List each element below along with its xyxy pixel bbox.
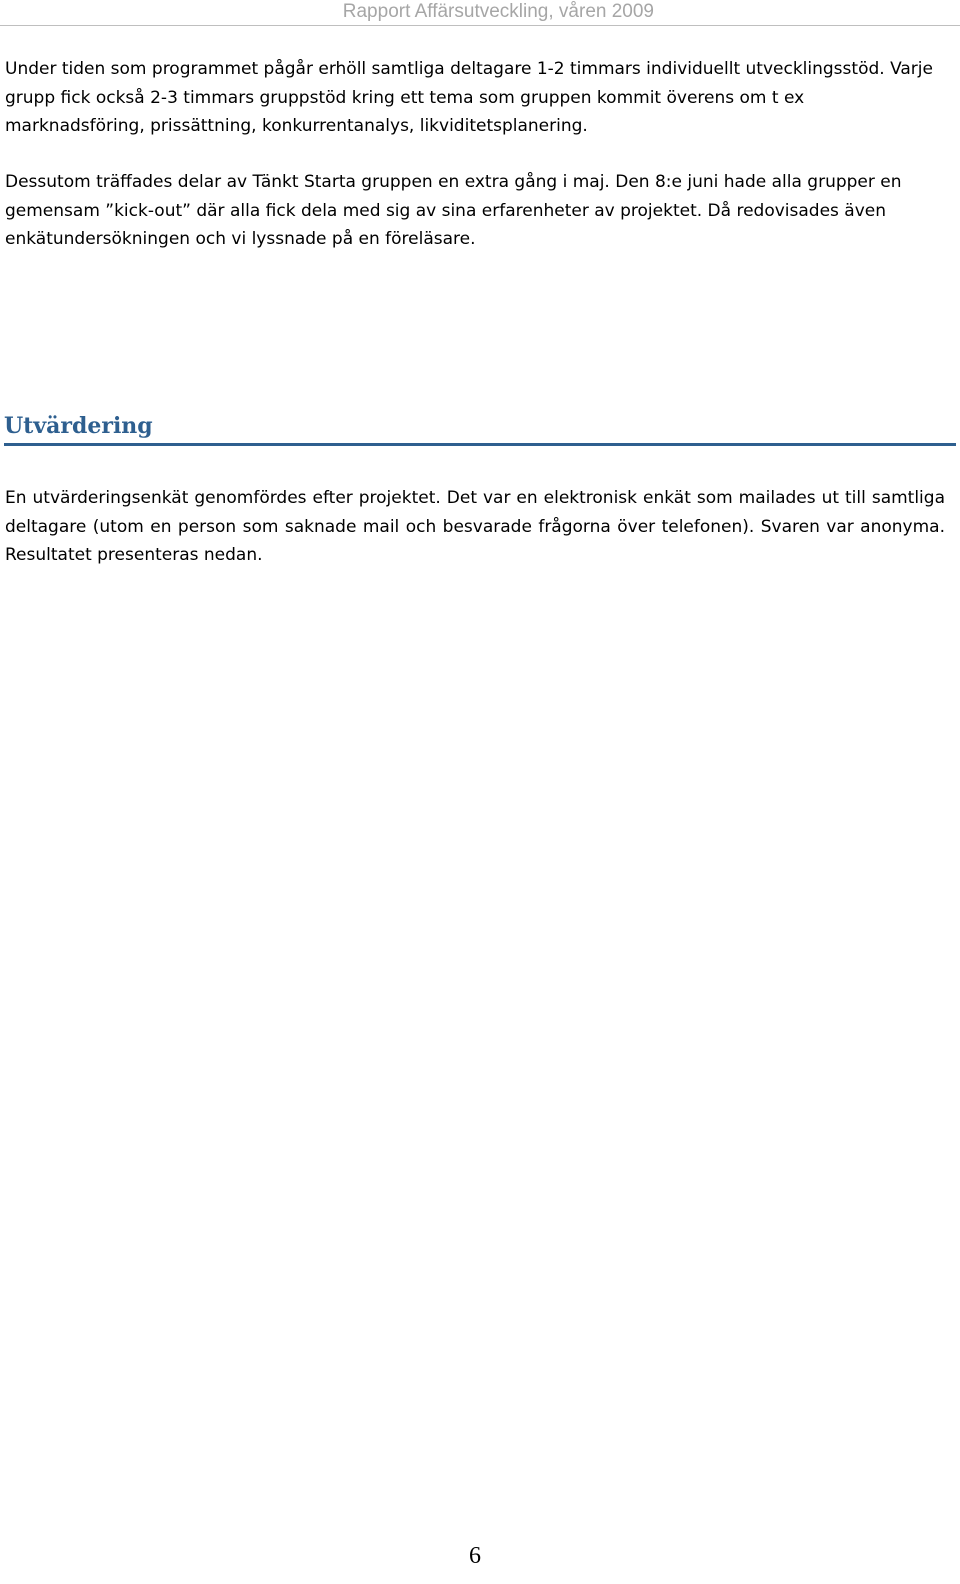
body-paragraph-kickout: Dessutom träffades delar av Tänkt Starta gruppen en extra gång i maj. Den 8:e juni hade alla grupper en gemensam ”kick-out” där alla fick dela med sig av sina erfarenheter av projektet. Då redovisades även enkätundersökningen och vi lyssnade på en föreläsare. (5, 172, 902, 249)
body-paragraph-survey: En utvärderingsenkät genomfördes efter projektet. Det var en elektronisk enkät som mailades ut till samtliga deltagare (utom en person som saknade mail och besvarade frågorna över telefonen). Svaren var anonyma. Resultatet presenteras nedan. (5, 488, 945, 565)
section-heading-utvardering: Utvärdering (4, 413, 153, 439)
body-paragraph-support: Under tiden som programmet pågår erhöll samtliga deltagare 1-2 timmars individuellt utvecklingsstöd. Varje grupp fick också 2-3 timmars gruppstöd kring ett tema som gruppen kommit överens om t ex marknadsföring, prissättning, konkurrentanalys, likviditetsplanering. (5, 59, 933, 136)
page-number: 6 (469, 1543, 481, 1569)
running-header-title: Rapport Affärsutveckling, våren 2009 (342, 1, 654, 22)
section-heading-divider (4, 443, 956, 446)
header-divider (0, 25, 960, 26)
